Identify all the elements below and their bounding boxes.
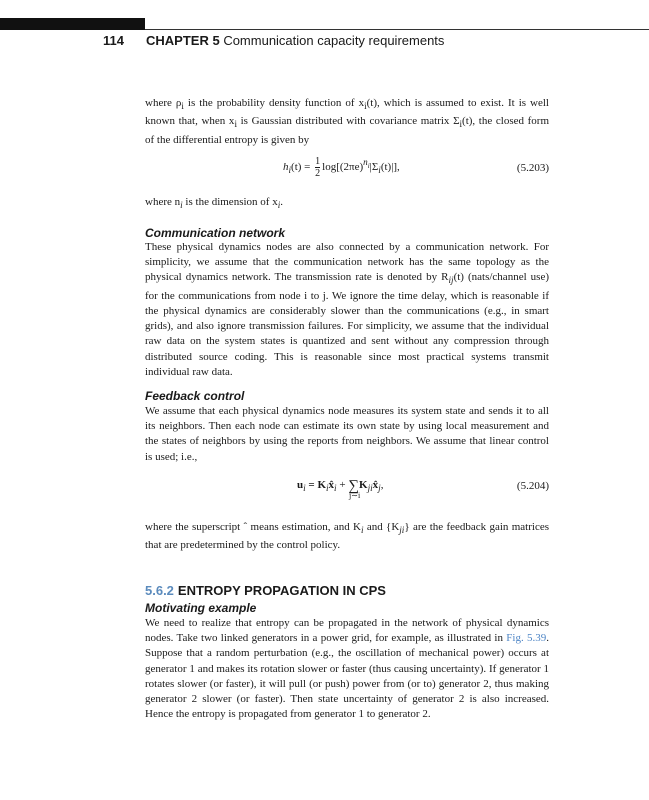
equation-5-204-expression: $u_i$ = $K_ix̂_i$ + $\sum j\sim iK_{ji}x̂_j$, (297, 478, 384, 500)
equation-number: (5.203) (516, 162, 549, 174)
chapter-label: CHAPTER 5 (146, 33, 220, 48)
communication-network-paragraph: These physical dynamics nodes are also connected by a communication network. For simplicity, we assume that the communication network has the same topology as the physical dynamics network. The transmission rate is denoted by $R_{ij}(t)$ (nats/channel use) for the communications from node i to j. We ignore the time delay, which is reasonable if the physical dynamics are considerably slower than the communications (e.g., in smart grids), and also ignore transmission failures. For simplicity, we assume that the individual raw data on the system states is quantized and sent without any compression through distributed source coding. This is reasonable since most practical systems transmit individual raw data. (145, 241, 549, 378)
heading-motivating-example: Motivating example (145, 601, 257, 615)
section-heading (145, 583, 386, 598)
header-rule (145, 29, 649, 30)
figure-link[interactable]: Fig. 5.39 (506, 632, 547, 645)
page-number: 114 (103, 33, 124, 48)
chapter-title: Communication capacity requirements (223, 33, 445, 48)
equation-number: (5.204) (516, 480, 549, 492)
feedback-gain-note: where the superscript ˆ means estimation, and $K_i$ and $\{K_{ji}\}$ are the feedback gain matrices that are predetermined by the control policy. (145, 521, 549, 552)
motivating-example-paragraph: We need to realize that entropy can be propagated in the network of physical dynamics nodes. Take two linked generators in a power grid, for example, as illustrated in Fig. 5.39. Suppose that a random perturbation (e.g., the oscillation of mechanical power) occurs at generator 1 and makes its rotation slower or faster (thus causing uncertainty). If generator 1 rotates slower (or faster), it will pull (or push) power from (or to) generator 2, thus making generator 2 slower (or faster). Then state uncertainty of generator 2 is also increased. Hence the entropy is propagated from generator 1 to generator 2. (145, 617, 549, 721)
header-bar (0, 18, 145, 30)
running-header (103, 33, 444, 48)
equation-5-203 (145, 154, 549, 184)
feedback-control-paragraph: We assume that each physical dynamics node measures its system state and sends it to all its neighbors. Then each node can estimate its own state by using local measurement and the states of neighbors by using the reports from neighbors. We assume that linear control is used; i.e., (145, 405, 549, 463)
intro-paragraph: where $\rho_i$ is the probability density function of $x_i(t)$, which is assumed to exist. It is well known that, when $x_i$ is Gaussian distributed with covariance matrix $\Sigma_i(t)$, the closed form of the differential entropy is given by (145, 97, 550, 146)
equation-5-203-expression: $h_i(t)$ = $\frac{1}{2}$ $\log[(2\pi e)^{n_i}|\Sigma_i(t)|]$, (283, 156, 400, 179)
section-title: ENTROPY PROPAGATION IN CPS (177, 583, 386, 598)
heading-communication-network: Communication network (145, 226, 286, 240)
dimension-note: where $n_i$ is the dimension of $x_i$. (145, 196, 283, 211)
section-number: 5.6.2 (145, 583, 174, 598)
equation-5-204 (145, 476, 549, 510)
heading-feedback-control: Feedback control (145, 389, 245, 403)
